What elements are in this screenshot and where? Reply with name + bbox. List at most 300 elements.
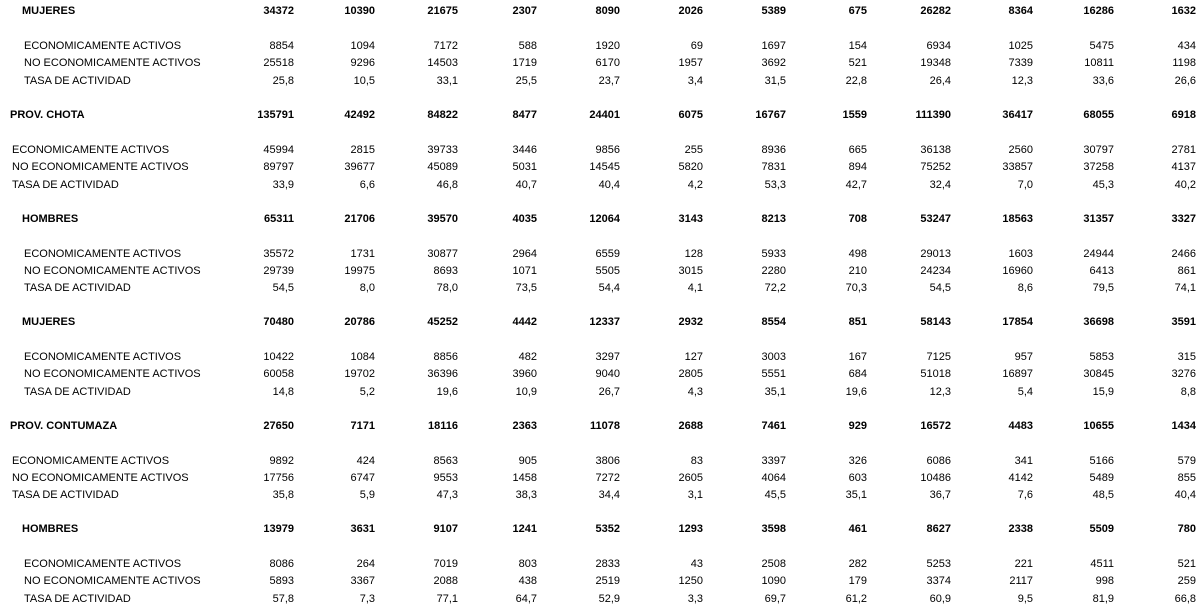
table-cell: 34,4 — [598, 489, 620, 501]
table-cell: 282 — [848, 558, 867, 570]
table-cell: 7019 — [433, 558, 458, 570]
table-cell: 1458 — [512, 472, 537, 484]
row-label: PROV. CHOTA — [10, 109, 85, 121]
table-cell: 8854 — [269, 40, 294, 52]
table-cell: 4483 — [1008, 420, 1033, 432]
table-cell: 48,5 — [1092, 489, 1114, 501]
table-cell: 4064 — [761, 472, 786, 484]
table-cell: 1084 — [350, 351, 375, 363]
row-label: HOMBRES — [22, 213, 79, 225]
table-cell: 9040 — [595, 368, 620, 380]
table-cell: 1719 — [512, 57, 537, 69]
table-cell: 8936 — [761, 144, 786, 156]
table-cell: 3598 — [761, 523, 786, 535]
row-label: ECONOMICAMENTE ACTIVOS — [12, 455, 170, 467]
table-cell: 1920 — [595, 40, 620, 52]
table-cell: 210 — [848, 265, 867, 277]
table-row — [0, 384, 1196, 400]
table-cell: 8554 — [761, 316, 786, 328]
table-cell: 31,5 — [764, 75, 786, 87]
table-cell: 259 — [1177, 575, 1196, 587]
table-cell: 75252 — [920, 161, 951, 173]
table-cell: 1697 — [761, 40, 786, 52]
table-cell: 3143 — [678, 213, 703, 225]
table-cell: 6086 — [926, 455, 951, 467]
table-cell: 2833 — [595, 558, 620, 570]
table-cell: 8213 — [761, 213, 786, 225]
table-cell: 665 — [848, 144, 867, 156]
table-cell: 61,2 — [845, 593, 867, 605]
table-row — [0, 142, 1196, 158]
table-cell: 10390 — [344, 5, 375, 17]
table-cell: 40,4 — [598, 179, 620, 191]
row-label: TASA DE ACTIVIDAD — [24, 282, 131, 294]
table-cell: 16897 — [1002, 368, 1033, 380]
table-cell: 45994 — [263, 144, 294, 156]
table-cell: 42,7 — [845, 179, 867, 191]
table-cell: 8563 — [433, 455, 458, 467]
table-cell: 2280 — [761, 265, 786, 277]
table-cell: 25518 — [263, 57, 294, 69]
table-cell: 39677 — [344, 161, 375, 173]
table-cell: 3591 — [1171, 316, 1196, 328]
row-label: ECONOMICAMENTE ACTIVOS — [24, 248, 182, 260]
table-row — [0, 55, 1196, 71]
table-cell: 72,2 — [764, 282, 786, 294]
table-cell: 34372 — [263, 5, 294, 17]
table-cell: 3,3 — [687, 593, 703, 605]
table-cell: 22,8 — [845, 75, 867, 87]
table-row — [0, 591, 1196, 607]
table-cell: 42492 — [344, 109, 375, 121]
table-cell: 11078 — [590, 420, 620, 432]
table-cell: 4511 — [1090, 558, 1114, 570]
table-cell: 5489 — [1089, 472, 1114, 484]
table-cell: 36417 — [1002, 109, 1033, 121]
table-cell: 27650 — [263, 420, 294, 432]
table-cell: 54,5 — [272, 282, 294, 294]
table-cell: 2363 — [512, 420, 537, 432]
table-cell: 4,1 — [687, 282, 703, 294]
table-cell: 8856 — [433, 351, 458, 363]
table-cell: 255 — [684, 144, 703, 156]
table-cell: 2688 — [678, 420, 703, 432]
table-cell: 127 — [684, 351, 703, 363]
row-label: NO ECONOMICAMENTE ACTIVOS — [24, 575, 201, 587]
table-row — [0, 263, 1196, 279]
table-cell: 4442 — [512, 316, 537, 328]
table-cell: 341 — [1014, 455, 1033, 467]
table-cell: 3297 — [595, 351, 620, 363]
table-row — [0, 246, 1196, 262]
table-cell: 39570 — [427, 213, 458, 225]
row-label: ECONOMICAMENTE ACTIVOS — [24, 40, 182, 52]
table-cell: 30877 — [427, 248, 458, 260]
table-cell: 588 — [518, 40, 537, 52]
table-cell: 675 — [848, 5, 867, 17]
table-cell: 17756 — [263, 472, 294, 484]
table-cell: 47,3 — [436, 489, 458, 501]
table-cell: 424 — [356, 455, 375, 467]
table-cell: 64,7 — [515, 593, 537, 605]
table-cell: 36138 — [920, 144, 951, 156]
table-cell: 9296 — [350, 57, 375, 69]
table-cell: 29013 — [920, 248, 951, 260]
table-cell: 84822 — [427, 109, 458, 121]
row-label: ECONOMICAMENTE ACTIVOS — [12, 144, 170, 156]
table-cell: 9892 — [269, 455, 294, 467]
table-cell: 957 — [1014, 351, 1033, 363]
table-cell: 14545 — [589, 161, 620, 173]
table-cell: 53247 — [920, 213, 951, 225]
table-cell: 135791 — [257, 109, 294, 121]
table-cell: 9856 — [595, 144, 620, 156]
table-cell: 16767 — [755, 109, 786, 121]
table-cell: 6,6 — [359, 179, 375, 191]
table-cell: 1250 — [678, 575, 703, 587]
table-row — [0, 159, 1196, 175]
table-cell: 167 — [848, 351, 867, 363]
table-cell: 2781 — [1171, 144, 1196, 156]
table-cell: 2117 — [1009, 575, 1033, 587]
table-cell: 35,1 — [845, 489, 867, 501]
table-cell: 6170 — [595, 57, 620, 69]
table-row — [0, 453, 1196, 469]
table-cell: 17854 — [1002, 316, 1033, 328]
table-cell: 5,2 — [359, 386, 375, 398]
table-cell: 40,4 — [1174, 489, 1196, 501]
table-cell: 78,0 — [436, 282, 458, 294]
table-cell: 154 — [848, 40, 867, 52]
table-cell: 79,5 — [1092, 282, 1114, 294]
group-row — [0, 211, 1196, 227]
table-cell: 53,3 — [764, 179, 786, 191]
table-cell: 52,9 — [598, 593, 620, 605]
table-cell: 8090 — [595, 5, 620, 17]
table-cell: 2307 — [512, 5, 537, 17]
table-cell: 60058 — [263, 368, 294, 380]
province-row — [0, 418, 1196, 434]
table-cell: 179 — [848, 575, 867, 587]
table-cell: 12337 — [589, 316, 620, 328]
row-label: MUJERES — [22, 5, 76, 17]
table-cell: 894 — [848, 161, 867, 173]
table-cell: 5389 — [761, 5, 786, 17]
table-cell: 16286 — [1083, 5, 1114, 17]
table-cell: 5253 — [926, 558, 951, 570]
table-cell: 6075 — [678, 109, 703, 121]
row-label: NO ECONOMICAMENTE ACTIVOS — [24, 57, 201, 69]
table-cell: 1957 — [678, 57, 703, 69]
table-cell: 5166 — [1089, 455, 1114, 467]
table-cell: 1632 — [1171, 5, 1196, 17]
row-label: TASA DE ACTIVIDAD — [24, 75, 131, 87]
table-cell: 70480 — [263, 316, 294, 328]
table-cell: 2605 — [678, 472, 703, 484]
table-cell: 5933 — [761, 248, 786, 260]
table-cell: 708 — [848, 213, 867, 225]
table-cell: 684 — [848, 368, 867, 380]
table-cell: 2932 — [678, 316, 703, 328]
table-cell: 10811 — [1084, 57, 1114, 69]
table-cell: 498 — [848, 248, 867, 260]
table-cell: 5352 — [595, 523, 620, 535]
table-cell: 3367 — [350, 575, 375, 587]
table-cell: 315 — [1177, 351, 1196, 363]
table-cell: 1731 — [350, 248, 375, 260]
row-label: TASA DE ACTIVIDAD — [24, 386, 131, 398]
row-label: HOMBRES — [22, 523, 79, 535]
table-cell: 36,7 — [929, 489, 951, 501]
table-cell: 2805 — [678, 368, 703, 380]
table-cell: 8,0 — [359, 282, 375, 294]
table-cell: 3327 — [1171, 213, 1196, 225]
table-cell: 4035 — [512, 213, 537, 225]
table-cell: 20786 — [344, 316, 375, 328]
table-cell: 9553 — [433, 472, 458, 484]
table-cell: 2026 — [678, 5, 703, 17]
table-cell: 24401 — [589, 109, 620, 121]
table-cell: 1025 — [1008, 40, 1033, 52]
table-cell: 2088 — [433, 575, 458, 587]
table-cell: 81,9 — [1092, 593, 1114, 605]
province-row — [0, 107, 1196, 123]
table-cell: 4,2 — [687, 179, 703, 191]
table-cell: 7461 — [761, 420, 786, 432]
row-label: PROV. CONTUMAZA — [10, 420, 118, 432]
table-cell: 3276 — [1171, 368, 1196, 380]
table-cell: 6559 — [595, 248, 620, 260]
table-cell: 10422 — [263, 351, 294, 363]
table-cell: 7125 — [926, 351, 951, 363]
table-cell: 19975 — [344, 265, 375, 277]
table-cell: 5475 — [1089, 40, 1114, 52]
table-cell: 60,9 — [929, 593, 951, 605]
group-row — [0, 3, 1196, 19]
table-cell: 5,4 — [1017, 386, 1033, 398]
table-cell: 7172 — [433, 40, 458, 52]
table-cell: 8,6 — [1017, 282, 1033, 294]
table-cell: 31357 — [1083, 213, 1114, 225]
row-label: TASA DE ACTIVIDAD — [12, 489, 119, 501]
table-cell: 26,6 — [1174, 75, 1196, 87]
table-cell: 45,5 — [764, 489, 786, 501]
table-cell: 74,1 — [1174, 282, 1196, 294]
table-cell: 26282 — [920, 5, 951, 17]
table-cell: 1603 — [1008, 248, 1033, 260]
table-row — [0, 573, 1196, 589]
table-cell: 54,5 — [929, 282, 951, 294]
table-cell: 2508 — [761, 558, 786, 570]
table-cell: 5853 — [1089, 351, 1114, 363]
table-cell: 6934 — [926, 40, 951, 52]
table-cell: 68055 — [1083, 109, 1114, 121]
table-cell: 1293 — [678, 523, 703, 535]
table-cell: 905 — [518, 455, 537, 467]
table-cell: 23,7 — [598, 75, 620, 87]
table-cell: 7,6 — [1017, 489, 1033, 501]
table-cell: 25,8 — [272, 75, 294, 87]
table-cell: 3,1 — [687, 489, 703, 501]
table-cell: 40,2 — [1174, 179, 1196, 191]
table-cell: 3960 — [512, 368, 537, 380]
table-cell: 65311 — [264, 213, 294, 225]
table-cell: 19,6 — [436, 386, 458, 398]
table-cell: 521 — [1177, 558, 1196, 570]
table-cell: 45,3 — [1092, 179, 1114, 191]
row-label: NO ECONOMICAMENTE ACTIVOS — [24, 368, 201, 380]
table-cell: 3003 — [761, 351, 786, 363]
table-row — [0, 349, 1196, 365]
table-cell: 30845 — [1083, 368, 1114, 380]
table-cell: 128 — [684, 248, 703, 260]
table-cell: 12064 — [589, 213, 620, 225]
table-cell: 438 — [518, 575, 537, 587]
table-cell: 3631 — [350, 523, 375, 535]
table-cell: 1241 — [512, 523, 537, 535]
table-cell: 32,4 — [929, 179, 951, 191]
table-cell: 6918 — [1171, 109, 1196, 121]
group-row — [0, 521, 1196, 537]
table-row — [0, 73, 1196, 89]
table-cell: 461 — [848, 523, 867, 535]
table-cell: 45252 — [427, 316, 458, 328]
table-cell: 43 — [690, 558, 703, 570]
table-cell: 7,3 — [359, 593, 375, 605]
table-cell: 10,9 — [515, 386, 537, 398]
table-cell: 35572 — [263, 248, 294, 260]
table-cell: 6413 — [1089, 265, 1114, 277]
table-cell: 83 — [690, 455, 703, 467]
table-cell: 14503 — [427, 57, 458, 69]
table-cell: 3,4 — [687, 75, 703, 87]
table-cell: 24234 — [920, 265, 951, 277]
table-cell: 8086 — [269, 558, 294, 570]
table-cell: 66,8 — [1174, 593, 1196, 605]
table-cell: 111390 — [915, 109, 951, 121]
table-cell: 1094 — [350, 40, 375, 52]
table-cell: 9107 — [433, 523, 458, 535]
table-cell: 803 — [518, 558, 537, 570]
table-cell: 14,8 — [272, 386, 294, 398]
table-cell: 929 — [848, 420, 867, 432]
table-row — [0, 470, 1196, 486]
table-cell: 21706 — [344, 213, 375, 225]
table-cell: 18563 — [1002, 213, 1033, 225]
table-cell: 7171 — [350, 420, 375, 432]
table-cell: 26,4 — [929, 75, 951, 87]
table-cell: 1559 — [842, 109, 867, 121]
table-cell: 780 — [1177, 523, 1196, 535]
table-cell: 7,0 — [1017, 179, 1033, 191]
table-cell: 3015 — [678, 265, 703, 277]
table-cell: 10655 — [1083, 420, 1114, 432]
table-cell: 7272 — [595, 472, 620, 484]
table-cell: 3806 — [595, 455, 620, 467]
table-cell: 33,9 — [272, 179, 294, 191]
table-cell: 2519 — [595, 575, 620, 587]
row-label: NO ECONOMICAMENTE ACTIVOS — [12, 472, 189, 484]
table-cell: 3692 — [761, 57, 786, 69]
table-cell: 1434 — [1171, 420, 1196, 432]
table-cell: 35,1 — [764, 386, 786, 398]
row-label: NO ECONOMICAMENTE ACTIVOS — [24, 265, 201, 277]
table-cell: 69,7 — [764, 593, 786, 605]
table-cell: 2815 — [350, 144, 375, 156]
table-cell: 4142 — [1008, 472, 1033, 484]
table-cell: 54,4 — [598, 282, 620, 294]
table-cell: 51018 — [920, 368, 951, 380]
table-cell: 5505 — [595, 265, 620, 277]
table-cell: 46,8 — [436, 179, 458, 191]
table-cell: 39733 — [427, 144, 458, 156]
table-cell: 8477 — [512, 109, 537, 121]
table-cell: 9,5 — [1017, 593, 1033, 605]
table-cell: 2560 — [1008, 144, 1033, 156]
table-cell: 861 — [1177, 265, 1196, 277]
table-cell: 7339 — [1008, 57, 1033, 69]
table-cell: 264 — [356, 558, 375, 570]
table-cell: 603 — [848, 472, 867, 484]
table-row — [0, 38, 1196, 54]
table-cell: 521 — [848, 57, 867, 69]
table-cell: 19,6 — [845, 386, 867, 398]
table-cell: 3374 — [926, 575, 951, 587]
table-cell: 8364 — [1008, 5, 1033, 17]
table-cell: 30797 — [1083, 144, 1114, 156]
table-cell: 19702 — [344, 368, 375, 380]
row-label: ECONOMICAMENTE ACTIVOS — [24, 351, 182, 363]
table-cell: 1198 — [1172, 57, 1196, 69]
table-cell: 3446 — [512, 144, 537, 156]
table-cell: 15,9 — [1092, 386, 1114, 398]
table-cell: 57,8 — [272, 593, 294, 605]
row-label: ECONOMICAMENTE ACTIVOS — [24, 558, 182, 570]
table-cell: 434 — [1177, 40, 1196, 52]
table-row — [0, 556, 1196, 572]
table-cell: 7831 — [761, 161, 786, 173]
table-cell: 10486 — [920, 472, 951, 484]
table-cell: 2466 — [1171, 248, 1196, 260]
table-cell: 19348 — [920, 57, 951, 69]
row-label: TASA DE ACTIVIDAD — [24, 593, 131, 605]
table-cell: 998 — [1095, 575, 1114, 587]
table-cell: 855 — [1177, 472, 1196, 484]
table-cell: 8627 — [926, 523, 951, 535]
table-cell: 35,8 — [272, 489, 294, 501]
table-cell: 16960 — [1002, 265, 1033, 277]
table-cell: 16572 — [920, 420, 951, 432]
table-cell: 69 — [690, 40, 703, 52]
table-cell: 45089 — [427, 161, 458, 173]
row-label: MUJERES — [22, 316, 76, 328]
table-cell: 12,3 — [1011, 75, 1033, 87]
row-label: TASA DE ACTIVIDAD — [12, 179, 119, 191]
table-cell: 29739 — [263, 265, 294, 277]
table-cell: 482 — [518, 351, 537, 363]
table-cell: 326 — [848, 455, 867, 467]
table-cell: 579 — [1177, 455, 1196, 467]
table-cell: 10,5 — [353, 75, 375, 87]
table-cell: 25,5 — [515, 75, 537, 87]
table-cell: 1071 — [512, 265, 537, 277]
table-cell: 36396 — [427, 368, 458, 380]
group-row — [0, 314, 1196, 330]
table-cell: 24944 — [1083, 248, 1114, 260]
table-row — [0, 280, 1196, 296]
table-cell: 40,7 — [515, 179, 537, 191]
table-cell: 5820 — [678, 161, 703, 173]
